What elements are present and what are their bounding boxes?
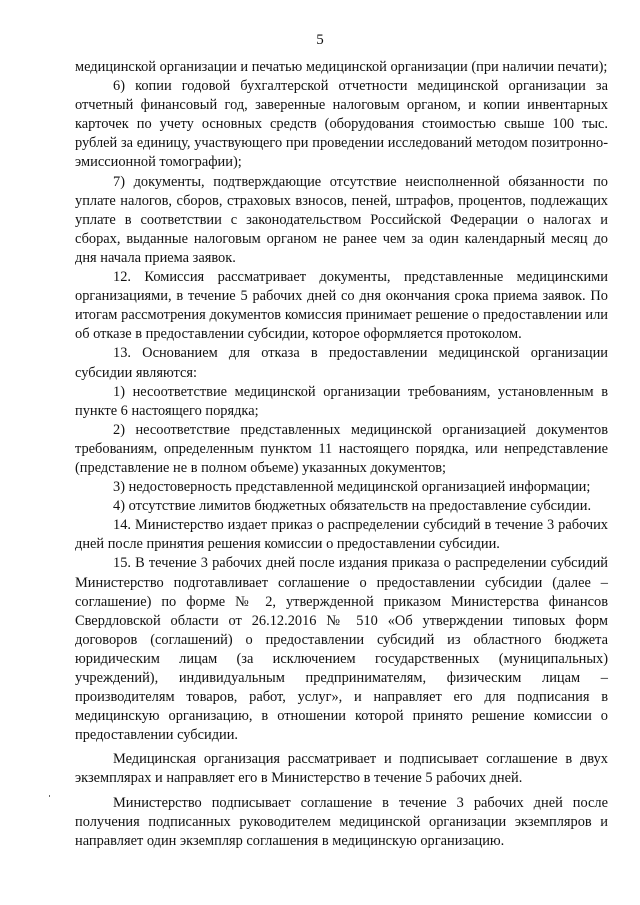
scan-speck (49, 795, 50, 797)
paragraph-item-7: 7) документы, подтверждающие отсутствие неисполненной обязанности по уплате налогов, сборов, страховых взносов, пеней, штрафов, процентов, подлежащих уплате в соответствии с законодательством Российской Федерации о налогах и сборах, выданные налоговым органом не ранее чем за один календарный месяц до дня начала приема заявок. (75, 173, 608, 266)
paragraph-clause-15: 15. В течение 3 рабочих дней после издания приказа о распределении субсидий Министерство подготавливает соглашение о предоставлении субсидии (далее – соглашение) по форме № 2, утвержденной приказом Министерства финансов Свердловской области от 26.12.2016 № 510 «Об утверждении типовых форм договоров (соглашений) о предоставлении субсидий из областного бюджета юридическим лицам (за исключением государственных (муниципальных) учреждений), индивидуальным предпринимателям, физическим лицам – производителям товаров, работ, услуг», и направляет его для подписания в медицинскую организацию, в отношении которой принято решение комиссии о предоставлении субсидии. (75, 555, 608, 744)
paragraph-continuation: медицинской организации и печатью медицинской организации (при наличии печати); (75, 59, 608, 75)
paragraph-refusal-2: 2) несоответствие представленных медицинской организацией документов требованиям, определенным пунктом 11 настоящего порядка, или непредставление (представление не в полном объеме) указанных документов; (75, 421, 608, 476)
document-body (75, 58, 608, 851)
paragraph-refusal-4: 4) отсутствие лимитов бюджетных обязательств на предоставление субсидии. (113, 498, 592, 515)
paragraph-clause-12: 12. Комиссия рассматривает документы, представленные медицинскими организациями, в течение 5 рабочих дней со дня окончания срока приема заявок. По итогам рассмотрения документов комиссия принимает решение о предоставлении или об отказе в предоставлении субсидии, которое оформляется протоколом. (75, 269, 608, 343)
paragraph-item-6: 6) копии годовой бухгалтерской отчетности медицинской организации за отчетный финансовый год, заверенные налоговым органом, и копии инвентарных карточек по учету основных средств (оборудования стоимостью свыше 100 тыс. рублей за единицу, участвующего при проведении исследований методом позитронно-эмиссионной томографии); (75, 78, 608, 171)
paragraph-refusal-1: 1) несоответствие медицинской организации требованиям, установленным в пункте 6 настоящего порядка; (75, 383, 608, 419)
page-number: 5 (316, 32, 324, 48)
paragraph-organization-signing: Медицинская организация рассматривает и подписывает соглашение в двух экземплярах и направляет его в Министерство в течение 5 рабочих дней. (75, 751, 608, 787)
paragraph-clause-14: 14. Министерство издает приказ о распределении субсидий в течение 3 рабочих дней после принятия решения комиссии о предоставлении субсидии. (75, 517, 608, 553)
paragraph-refusal-3: 3) недостоверность представленной медицинской организацией информации; (113, 479, 591, 496)
paragraph-clause-13: 13. Основанием для отказа в предоставлении медицинской организации субсидии являются: (75, 345, 608, 381)
paragraph-ministry-signing: Министерство подписывает соглашение в течение 3 рабочих дней после получения подписанных руководителем медицинской организации экземпляров и направляет один экземпляр соглашения в медицинскую организацию. (75, 794, 608, 849)
